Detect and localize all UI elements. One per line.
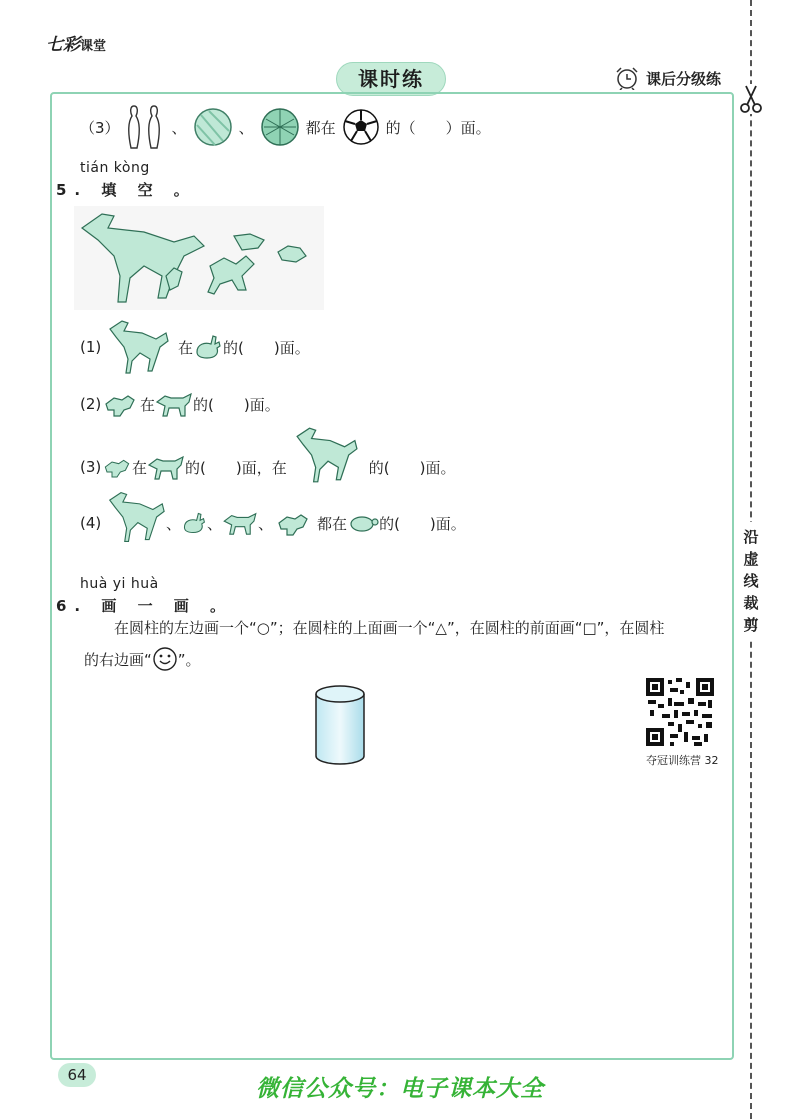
bowling-pins-icon bbox=[124, 104, 166, 150]
scissors-icon bbox=[738, 84, 764, 114]
section-level bbox=[614, 66, 721, 90]
squirrel-icon bbox=[102, 453, 132, 481]
dog-icon bbox=[147, 453, 185, 481]
soccer-ball-icon bbox=[342, 108, 380, 146]
qr-code[interactable] bbox=[644, 676, 716, 748]
rabbit-icon bbox=[193, 334, 223, 360]
q6-heading: 6. 画 一 画 。 bbox=[56, 597, 234, 615]
page-number: 64 bbox=[58, 1063, 96, 1087]
footer-watermark: 微信公众号：电子课本大全 bbox=[256, 1076, 544, 1102]
horse-icon bbox=[106, 319, 170, 375]
ball-icon bbox=[193, 107, 233, 147]
q5-item-2: (2) 在 的( )面。 bbox=[80, 390, 280, 418]
cut-instruction: 沿 虚 线 裁 剪 bbox=[739, 522, 763, 640]
turtle-icon bbox=[347, 512, 379, 534]
rabbit-icon bbox=[181, 511, 207, 535]
squirrel-icon bbox=[102, 390, 138, 418]
q5-item-4: (4) 、 、 、 都在 的( )面。 bbox=[80, 486, 466, 548]
q6-instruction-line2: 的右边画“ ”。 bbox=[84, 646, 201, 672]
cylinder-figure bbox=[314, 684, 366, 766]
section-title: 课时练 bbox=[336, 62, 446, 96]
q5-pinyin: tián kòng bbox=[80, 160, 150, 176]
volleyball-icon bbox=[260, 107, 300, 147]
horse-icon bbox=[106, 489, 166, 545]
q6-pinyin: huà yi huà bbox=[80, 576, 159, 592]
q5-item-3: (3) 在 的( )面，在 的( )面。 bbox=[80, 420, 455, 490]
horse-icon bbox=[293, 425, 359, 485]
brand-logo: 七彩课堂 bbox=[46, 35, 107, 55]
qr-caption: 夺冠训练营 32 bbox=[646, 754, 719, 767]
q5-item-1: (1) 在 的( )面。 bbox=[80, 316, 310, 378]
squirrel-icon bbox=[273, 509, 313, 537]
dog-icon bbox=[155, 390, 193, 418]
q4-part3: （3） 、 、 都在 的（ ）面。 bbox=[80, 104, 491, 150]
dog-icon bbox=[222, 510, 258, 536]
smiley-icon bbox=[152, 646, 178, 672]
q6-instruction: 在圆柱的左边画一个“○”；在圆柱的上面画一个“△”，在圆柱的前面画“□”，在圆柱 bbox=[114, 619, 665, 637]
q5-heading: 5. 填 空 。 bbox=[56, 181, 197, 199]
section-level-label: 课后分级练 bbox=[646, 69, 722, 88]
animal-race-illustration bbox=[74, 206, 324, 310]
alarm-clock-icon bbox=[614, 66, 640, 90]
